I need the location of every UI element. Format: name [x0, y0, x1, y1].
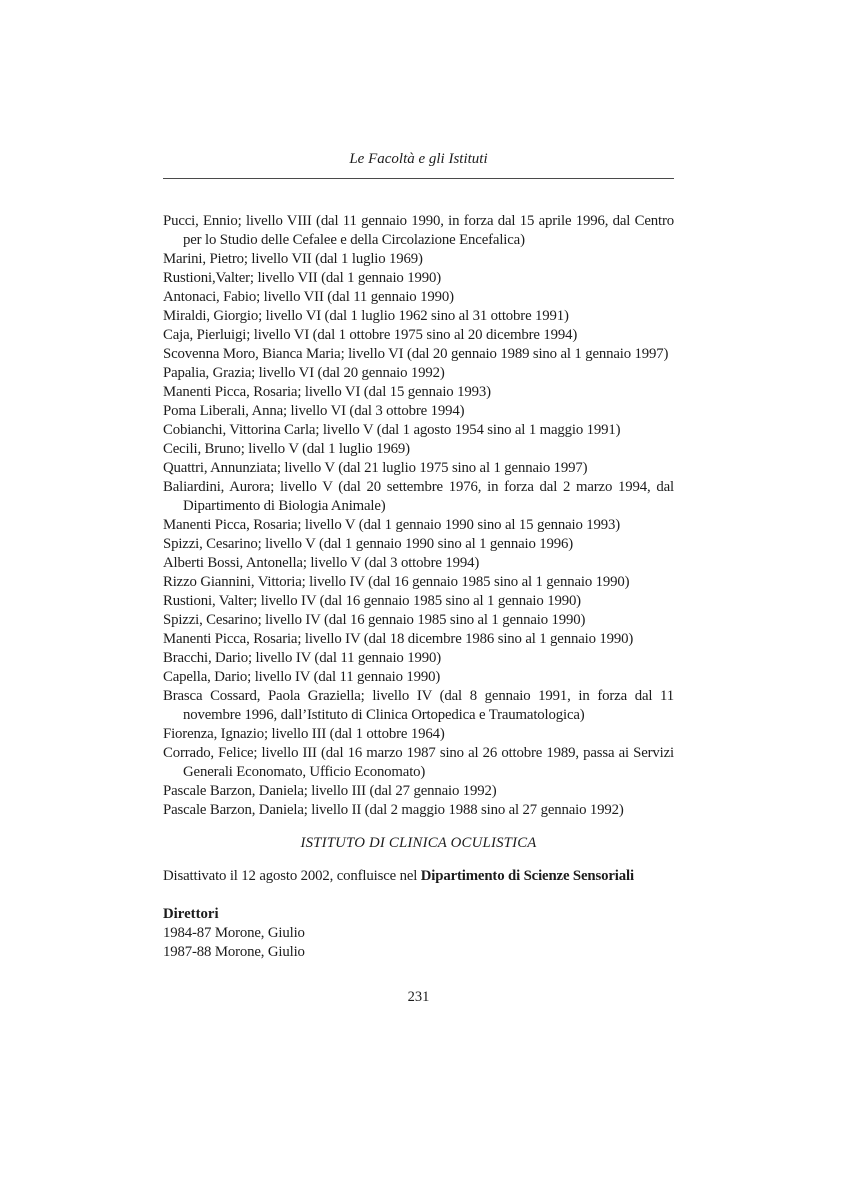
personnel-entry: Pucci, Ennio; livello VIII (dal 11 gennaio 1990, in forza dal 15 aprile 1996, dal Centro per lo Studio delle Cefalee e della Circolazione Encefalica) [163, 213, 674, 248]
personnel-entry: Rustioni, Valter; livello IV (dal 16 gennaio 1985 sino al 1 gennaio 1990) [163, 593, 581, 609]
personnel-entry: Cecili, Bruno; livello V (dal 1 luglio 1969) [163, 441, 410, 457]
personnel-entry: Cobianchi, Vittorina Carla; livello V (dal 1 agosto 1954 sino al 1 maggio 1991) [163, 422, 621, 438]
director-row: 1987-88 Morone, Giulio [163, 944, 305, 960]
personnel-entry: Manenti Picca, Rosaria; livello VI (dal 15 gennaio 1993) [163, 384, 491, 400]
director-row: 1984-87 Morone, Giulio [163, 925, 305, 941]
personnel-entry: Spizzi, Cesarino; livello IV (dal 16 gennaio 1985 sino al 1 gennaio 1990) [163, 612, 586, 628]
personnel-entry: Pascale Barzon, Daniela; livello III (dal 27 gennaio 1992) [163, 783, 497, 799]
personnel-entry: Manenti Picca, Rosaria; livello V (dal 1 gennaio 1990 sino al 15 gennaio 1993) [163, 517, 621, 533]
personnel-entry: Poma Liberali, Anna; livello VI (dal 3 ottobre 1994) [163, 403, 465, 419]
personnel-entry: Bracchi, Dario; livello IV (dal 11 gennaio 1990) [163, 650, 441, 666]
personnel-entry: Rizzo Giannini, Vittoria; livello IV (dal 16 gennaio 1985 sino al 1 gennaio 1990) [163, 574, 630, 590]
header-divider [163, 178, 674, 179]
personnel-entry: Fiorenza, Ignazio; livello III (dal 1 ottobre 1964) [163, 726, 445, 742]
directors-heading: Direttori [163, 906, 219, 922]
page-column [163, 150, 674, 1007]
note-text: Disattivato il 12 agosto 2002, confluisce nel [163, 868, 421, 884]
personnel-entry: Spizzi, Cesarino; livello V (dal 1 gennaio 1990 sino al 1 gennaio 1996) [163, 536, 574, 552]
personnel-list [163, 212, 674, 820]
note-destination-bold: Dipartimento di Scienze Sensoriali [420, 868, 634, 884]
running-head: Le Facoltà e gli Istituti [349, 151, 488, 167]
section-title: ISTITUTO DI CLINICA OCULISTICA [300, 835, 537, 851]
personnel-entry: Manenti Picca, Rosaria; livello IV (dal 18 dicembre 1986 sino al 1 gennaio 1990) [163, 631, 634, 647]
personnel-entry: Alberti Bossi, Antonella; livello V (dal 3 ottobre 1994) [163, 555, 480, 571]
personnel-entry: Papalia, Grazia; livello VI (dal 20 gennaio 1992) [163, 365, 445, 381]
directors-block [163, 905, 674, 962]
personnel-entry: Antonaci, Fabio; livello VII (dal 11 gennaio 1990) [163, 289, 454, 305]
personnel-entry: Rustioni,Valter; livello VII (dal 1 gennaio 1990) [163, 270, 441, 286]
personnel-entry: Miraldi, Giorgio; livello VI (dal 1 luglio 1962 sino al 31 ottobre 1991) [163, 308, 569, 324]
personnel-entry: Brasca Cossard, Paola Graziella; livello IV (dal 8 gennaio 1991, in forza dal 11 novembre 1996, dall’Istituto di Clinica Ortopedica e Traumatologica) [163, 688, 674, 723]
personnel-entry: Caja, Pierluigi; livello VI (dal 1 ottobre 1975 sino al 20 dicembre 1994) [163, 327, 578, 343]
personnel-entry: Corrado, Felice; livello III (dal 16 marzo 1987 sino al 26 ottobre 1989, passa ai Servizi Generali Economato, Ufficio Economato) [163, 745, 674, 780]
personnel-entry: Quattri, Annunziata; livello V (dal 21 luglio 1975 sino al 1 gennaio 1997) [163, 460, 588, 476]
personnel-entry: Capella, Dario; livello IV (dal 11 gennaio 1990) [163, 669, 441, 685]
personnel-entry: Marini, Pietro; livello VII (dal 1 luglio 1969) [163, 251, 423, 267]
page-number: 231 [407, 989, 430, 1005]
personnel-entry: Baliardini, Aurora; livello V (dal 20 settembre 1976, in forza dal 2 marzo 1994, dal Dipartimento di Biologia Animale) [163, 479, 674, 514]
deactivation-note [163, 867, 674, 886]
personnel-entry: Pascale Barzon, Daniela; livello II (dal 2 maggio 1988 sino al 27 gennaio 1992) [163, 802, 624, 818]
personnel-entry: Scovenna Moro, Bianca Maria; livello VI (dal 20 gennaio 1989 sino al 1 gennaio 1997) [163, 346, 669, 362]
